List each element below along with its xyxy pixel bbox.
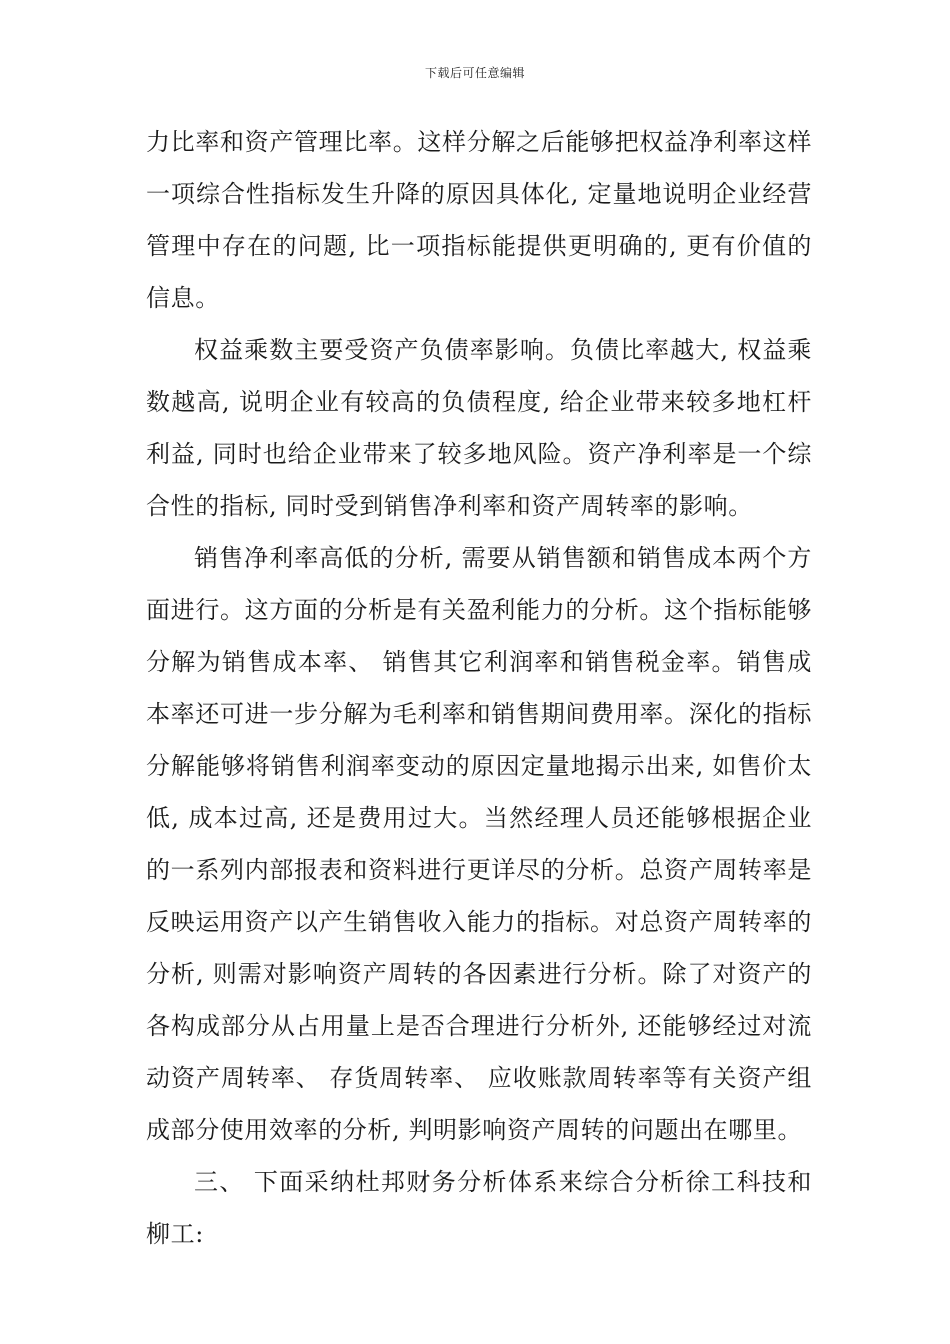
document-body bbox=[146, 116, 812, 1260]
section-heading-dupont-analysis: 三、 下面采纳杜邦财务分析体系来综合分析徐工科技和柳工: bbox=[146, 1168, 812, 1248]
page-header: 下载后可任意编辑 bbox=[424, 66, 525, 80]
paragraph-sales-margin-analysis: 销售净利率高低的分析, 需要从销售额和销售成本两个方面进行。这方面的分析是有关盈利能力的分析。这个指标能够分解为销售成本率、 销售其它利润率和销售税金率。销售成本率还可进一步分解为毛利率和销售期间费用率。深化的指标分解能够将销售利润率变动的原因定量地揭示出来, 如售价太低, 成本过高, 还是费用过大。当然经理人员还能够根据企业的一系列内部报表和资料进行更详尽的分析。总资产周转率是反映运用资产以产生销售收入能力的指标。对总资产周转率的分析, 则需对影响资产周转的各因素进行分析。除了对资产的各构成部分从占用量上是否合理进行分析外, 还能够经过对流动资产周转率、 存货周转率、 应收账款周转率等有关资产组成部分使用效率的分析, 判明影响资产周转的问题出在哪里。 bbox=[146, 544, 812, 1144]
paragraph-equity-multiplier: 权益乘数主要受资产负债率影响。负债比率越大, 权益乘数越高, 说明企业有较高的负债程度, 给企业带来较多地杠杆利益, 同时也给企业带来了较多地风险。资产净利率是一个综合性的指标, 同时受到销售净利率和资产周转率的影响。 bbox=[146, 336, 812, 520]
paragraph-ratio-decomposition: 力比率和资产管理比率。这样分解之后能够把权益净利率这样一项综合性指标发生升降的原因具体化, 定量地说明企业经营管理中存在的问题, 比一项指标能提供更明确的, 更有价值的信息。 bbox=[146, 128, 812, 312]
